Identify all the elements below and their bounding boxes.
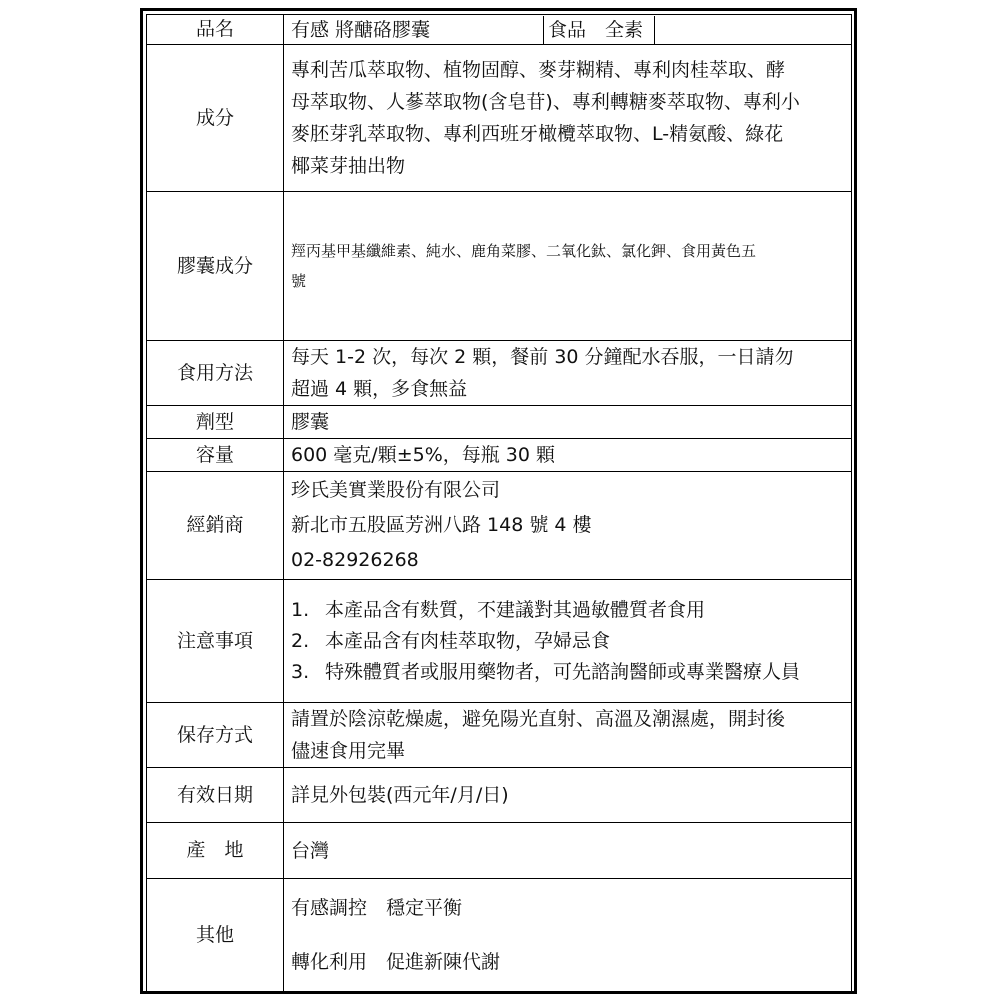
value-usage <box>284 341 852 406</box>
row-expiry <box>147 768 852 823</box>
value-expiry: 詳見外包裝(西元年/月/日) <box>284 768 852 823</box>
row-ingredients <box>147 45 852 192</box>
row-usage <box>147 341 852 406</box>
product-name: 有感 將醣硌膠囊 <box>291 18 431 41</box>
note-number: 2. <box>291 629 310 652</box>
ingredients-line: 麥胚芽乳萃取物、專利西班牙橄欖萃取物、L-精氨酸、綠花 <box>291 123 784 145</box>
list-item <box>291 657 845 688</box>
ingredients-line: 椰菜芽抽出物 <box>291 155 406 177</box>
note-number: 1. <box>291 598 310 621</box>
label-storage: 保存方式 <box>147 703 284 768</box>
label-ingredients: 成分 <box>147 45 284 192</box>
capsule-line: 羥丙基甲基纖維素、純水、鹿角菜膠、二氧化鈦、氯化鉀、食用黃色五 <box>291 242 757 260</box>
distributor-phone: 02-82926268 <box>291 549 419 571</box>
row-distributor <box>147 472 852 580</box>
notes-list <box>291 595 845 688</box>
label-capsule: 膠囊成分 <box>147 192 284 341</box>
usage-line: 每天 1-2 次，每次 2 顆，餐前 30 分鐘配水吞服，一日請勿 <box>291 346 794 368</box>
list-item <box>291 626 845 657</box>
list-item <box>291 595 845 626</box>
label-usage: 食用方法 <box>147 341 284 406</box>
label-form: 劑型 <box>147 406 284 439</box>
value-capsule <box>284 192 852 341</box>
value-form: 膠囊 <box>284 406 852 439</box>
row-name <box>147 15 852 45</box>
value-origin: 台灣 <box>284 823 852 879</box>
label-capacity: 容量 <box>147 439 284 472</box>
value-ingredients <box>284 45 852 192</box>
label-origin: 產 地 <box>147 823 284 879</box>
note-number: 3. <box>291 660 310 683</box>
value-name <box>284 15 852 45</box>
row-capacity <box>147 439 852 472</box>
value-notes <box>284 580 852 703</box>
note-text: 本產品含有肉桂萃取物，孕婦忌食 <box>325 629 611 652</box>
label-notes: 注意事項 <box>147 580 284 703</box>
row-capsule <box>147 192 852 341</box>
value-storage <box>284 703 852 768</box>
row-notes <box>147 580 852 703</box>
row-origin <box>147 823 852 879</box>
product-spec-table <box>146 14 852 993</box>
distributor-address: 新北市五股區芳洲八路 148 號 4 樓 <box>291 514 592 536</box>
other-line: 有感調控 穩定平衡 <box>291 897 463 919</box>
usage-line: 超過 4 顆，多食無益 <box>291 378 468 400</box>
note-text: 特殊體質者或服用藥物者，可先諮詢醫師或專業醫療人員 <box>325 660 801 683</box>
row-form <box>147 406 852 439</box>
label-name: 品名 <box>147 15 284 45</box>
label-expiry: 有效日期 <box>147 768 284 823</box>
label-distributor: 經銷商 <box>147 472 284 580</box>
value-distributor <box>284 472 852 580</box>
storage-line: 請置於陰涼乾燥處，避免陽光直射、高溫及潮濕處，開封後 <box>291 708 786 730</box>
other-line: 轉化利用 促進新陳代謝 <box>291 951 501 973</box>
spacer <box>291 922 845 949</box>
row-other <box>147 879 852 993</box>
row-storage <box>147 703 852 768</box>
capsule-line: 號 <box>291 272 307 290</box>
label-other: 其他 <box>147 879 284 993</box>
value-other <box>284 879 852 993</box>
storage-line: 儘速食用完畢 <box>291 740 406 762</box>
ingredients-line: 專利苦瓜萃取物、植物固醇、麥芽糊精、專利肉桂萃取、酵 <box>291 59 786 81</box>
note-text: 本產品含有麩質，不建議對其過敏體質者食用 <box>325 598 706 621</box>
distributor-company: 珍氏美實業股份有限公司 <box>291 479 501 501</box>
ingredients-line: 母萃取物、人蔘萃取物(含皂苷)、專利轉糖麥萃取物、專利小 <box>291 91 800 113</box>
product-category: 食品 全素 <box>543 16 655 44</box>
value-capacity: 600 毫克/顆±5%，每瓶 30 顆 <box>284 439 852 472</box>
